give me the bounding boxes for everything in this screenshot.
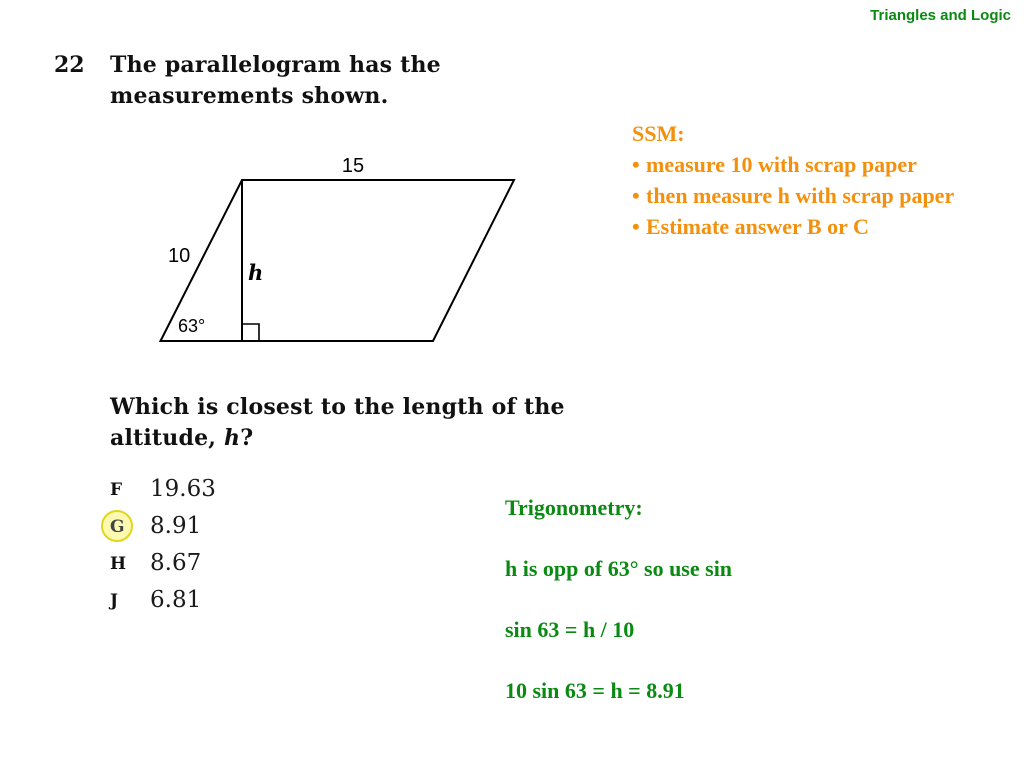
ssm-item: • Estimate answer B or C — [632, 211, 954, 242]
choice-value: 8.91 — [150, 513, 202, 539]
angle-label: 63° — [178, 316, 206, 336]
trigonometry-notes — [505, 492, 732, 706]
trig-line: h is opp of 63° so use sin — [505, 556, 733, 581]
trig-heading: Trigonometry: — [505, 495, 643, 520]
ssm-heading: SSM: — [632, 121, 685, 146]
choice-letter: H — [110, 554, 127, 574]
choice-f[interactable] — [104, 474, 254, 511]
ssm-notes — [632, 118, 954, 242]
ssm-item: • then measure h with scrap paper — [632, 180, 954, 211]
prompt-variable: h — [224, 425, 241, 451]
prompt-text: Which is closest to the length of the altitude, — [110, 394, 565, 451]
left-side-label: 10 — [168, 245, 191, 267]
choice-h[interactable] — [104, 548, 254, 585]
choice-value: 19.63 — [150, 476, 216, 502]
question-prompt — [110, 392, 630, 454]
choice-letter: J — [110, 591, 119, 611]
ssm-item: • measure 10 with scrap paper — [632, 149, 954, 180]
slide-title: Triangles and Logic — [870, 7, 1011, 24]
question-stem: The parallelogram has the measurements shown. — [110, 52, 441, 109]
parallelogram-figure — [150, 150, 530, 355]
choice-j[interactable] — [104, 585, 254, 622]
right-angle-marker — [242, 324, 259, 341]
choice-letter: G — [110, 517, 125, 537]
choice-value: 6.81 — [150, 587, 202, 613]
top-side-label: 15 — [341, 155, 365, 177]
trig-line: sin 63 = h / 10 — [505, 617, 635, 642]
ssm-list — [632, 149, 954, 242]
choice-letter: F — [110, 480, 123, 500]
choice-value: 8.67 — [150, 550, 202, 576]
parallelogram-shape — [161, 180, 515, 341]
prompt-end: ? — [240, 425, 254, 451]
choice-g[interactable] — [104, 511, 254, 548]
answer-choices — [104, 474, 254, 622]
question-number: 22 — [54, 52, 85, 78]
altitude-label: h — [248, 260, 264, 285]
trig-line: 10 sin 63 = h = 8.91 — [505, 678, 685, 703]
